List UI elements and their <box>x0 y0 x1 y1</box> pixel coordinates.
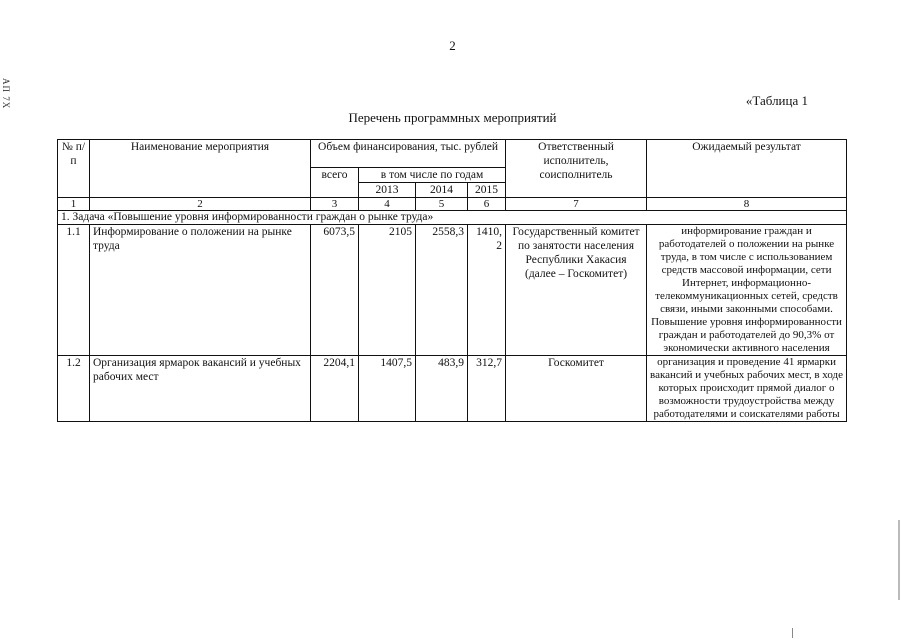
index-cell: 1 <box>58 198 90 211</box>
index-cell: 7 <box>506 198 647 211</box>
header-total: всего <box>311 168 359 198</box>
header-year-2015: 2015 <box>468 183 506 198</box>
row-responsible: Госкомитет <box>506 356 647 422</box>
scan-artifact <box>898 520 900 600</box>
row-2014: 2558,3 <box>416 225 468 356</box>
header-row-1 <box>58 140 847 168</box>
index-cell: 8 <box>647 198 847 211</box>
row-2013: 1407,5 <box>359 356 416 422</box>
row-num: 1.1 <box>58 225 90 356</box>
index-cell: 4 <box>359 198 416 211</box>
row-total: 6073,5 <box>311 225 359 356</box>
row-total: 2204,1 <box>311 356 359 422</box>
task-row <box>58 211 847 225</box>
row-result: информирование граждан и работодателей о положении на рынке труда, в том числе с использованием средств массовой информации, сети Интернет, информационно-телекоммуникационных сетей, средств связи, иными законными способами. Повышение уровня информированности граждан и работодателей до 90,3% от экономически активного населения <box>647 225 847 356</box>
header-year-2013: 2013 <box>359 183 416 198</box>
index-cell: 2 <box>90 198 311 211</box>
program-measures-table <box>57 139 847 422</box>
column-index-row <box>58 198 847 211</box>
document-title: Перечень программных мероприятий <box>348 110 557 125</box>
index-cell: 6 <box>468 198 506 211</box>
header-volume: Объем финансирования, тыс. рублей <box>311 140 506 168</box>
row-responsible: Государственный комитет по занятости населения Республики Хакасия (далее – Госкомитет) <box>506 225 647 356</box>
table-label: «Таблица 1 <box>745 93 808 108</box>
row-2015: 312,7 <box>468 356 506 422</box>
page-number: 2 <box>449 38 456 53</box>
header-by-years: в том числе по годам <box>359 168 506 183</box>
row-result: организация и проведение 41 ярмарки вакансий и учебных рабочих мест, в ходе которых происходит прямой диалог о возможности трудоустройства между работодателями и соискателями работы <box>647 356 847 422</box>
task-title: 1. Задача «Повышение уровня информированности граждан о рынке труда» <box>58 211 847 225</box>
row-name: Организация ярмарок вакансий и учебных рабочих мест <box>90 356 311 422</box>
row-name: Информирование о положении на рынке труда <box>90 225 311 356</box>
scan-artifact <box>792 628 793 638</box>
row-2014: 483,9 <box>416 356 468 422</box>
header-responsible: Ответственный исполнитель, соисполнитель <box>506 140 647 198</box>
header-result: Ожидаемый результат <box>647 140 847 198</box>
header-num: № п/п <box>58 140 90 198</box>
row-num: 1.2 <box>58 356 90 422</box>
header-name: Наименование мероприятия <box>90 140 311 198</box>
row-2015: 1410,2 <box>468 225 506 356</box>
table-row <box>58 356 847 422</box>
row-2013: 2105 <box>359 225 416 356</box>
index-cell: 5 <box>416 198 468 211</box>
side-mark: АП 7Х <box>1 78 11 110</box>
index-cell: 3 <box>311 198 359 211</box>
header-year-2014: 2014 <box>416 183 468 198</box>
table-row <box>58 225 847 356</box>
